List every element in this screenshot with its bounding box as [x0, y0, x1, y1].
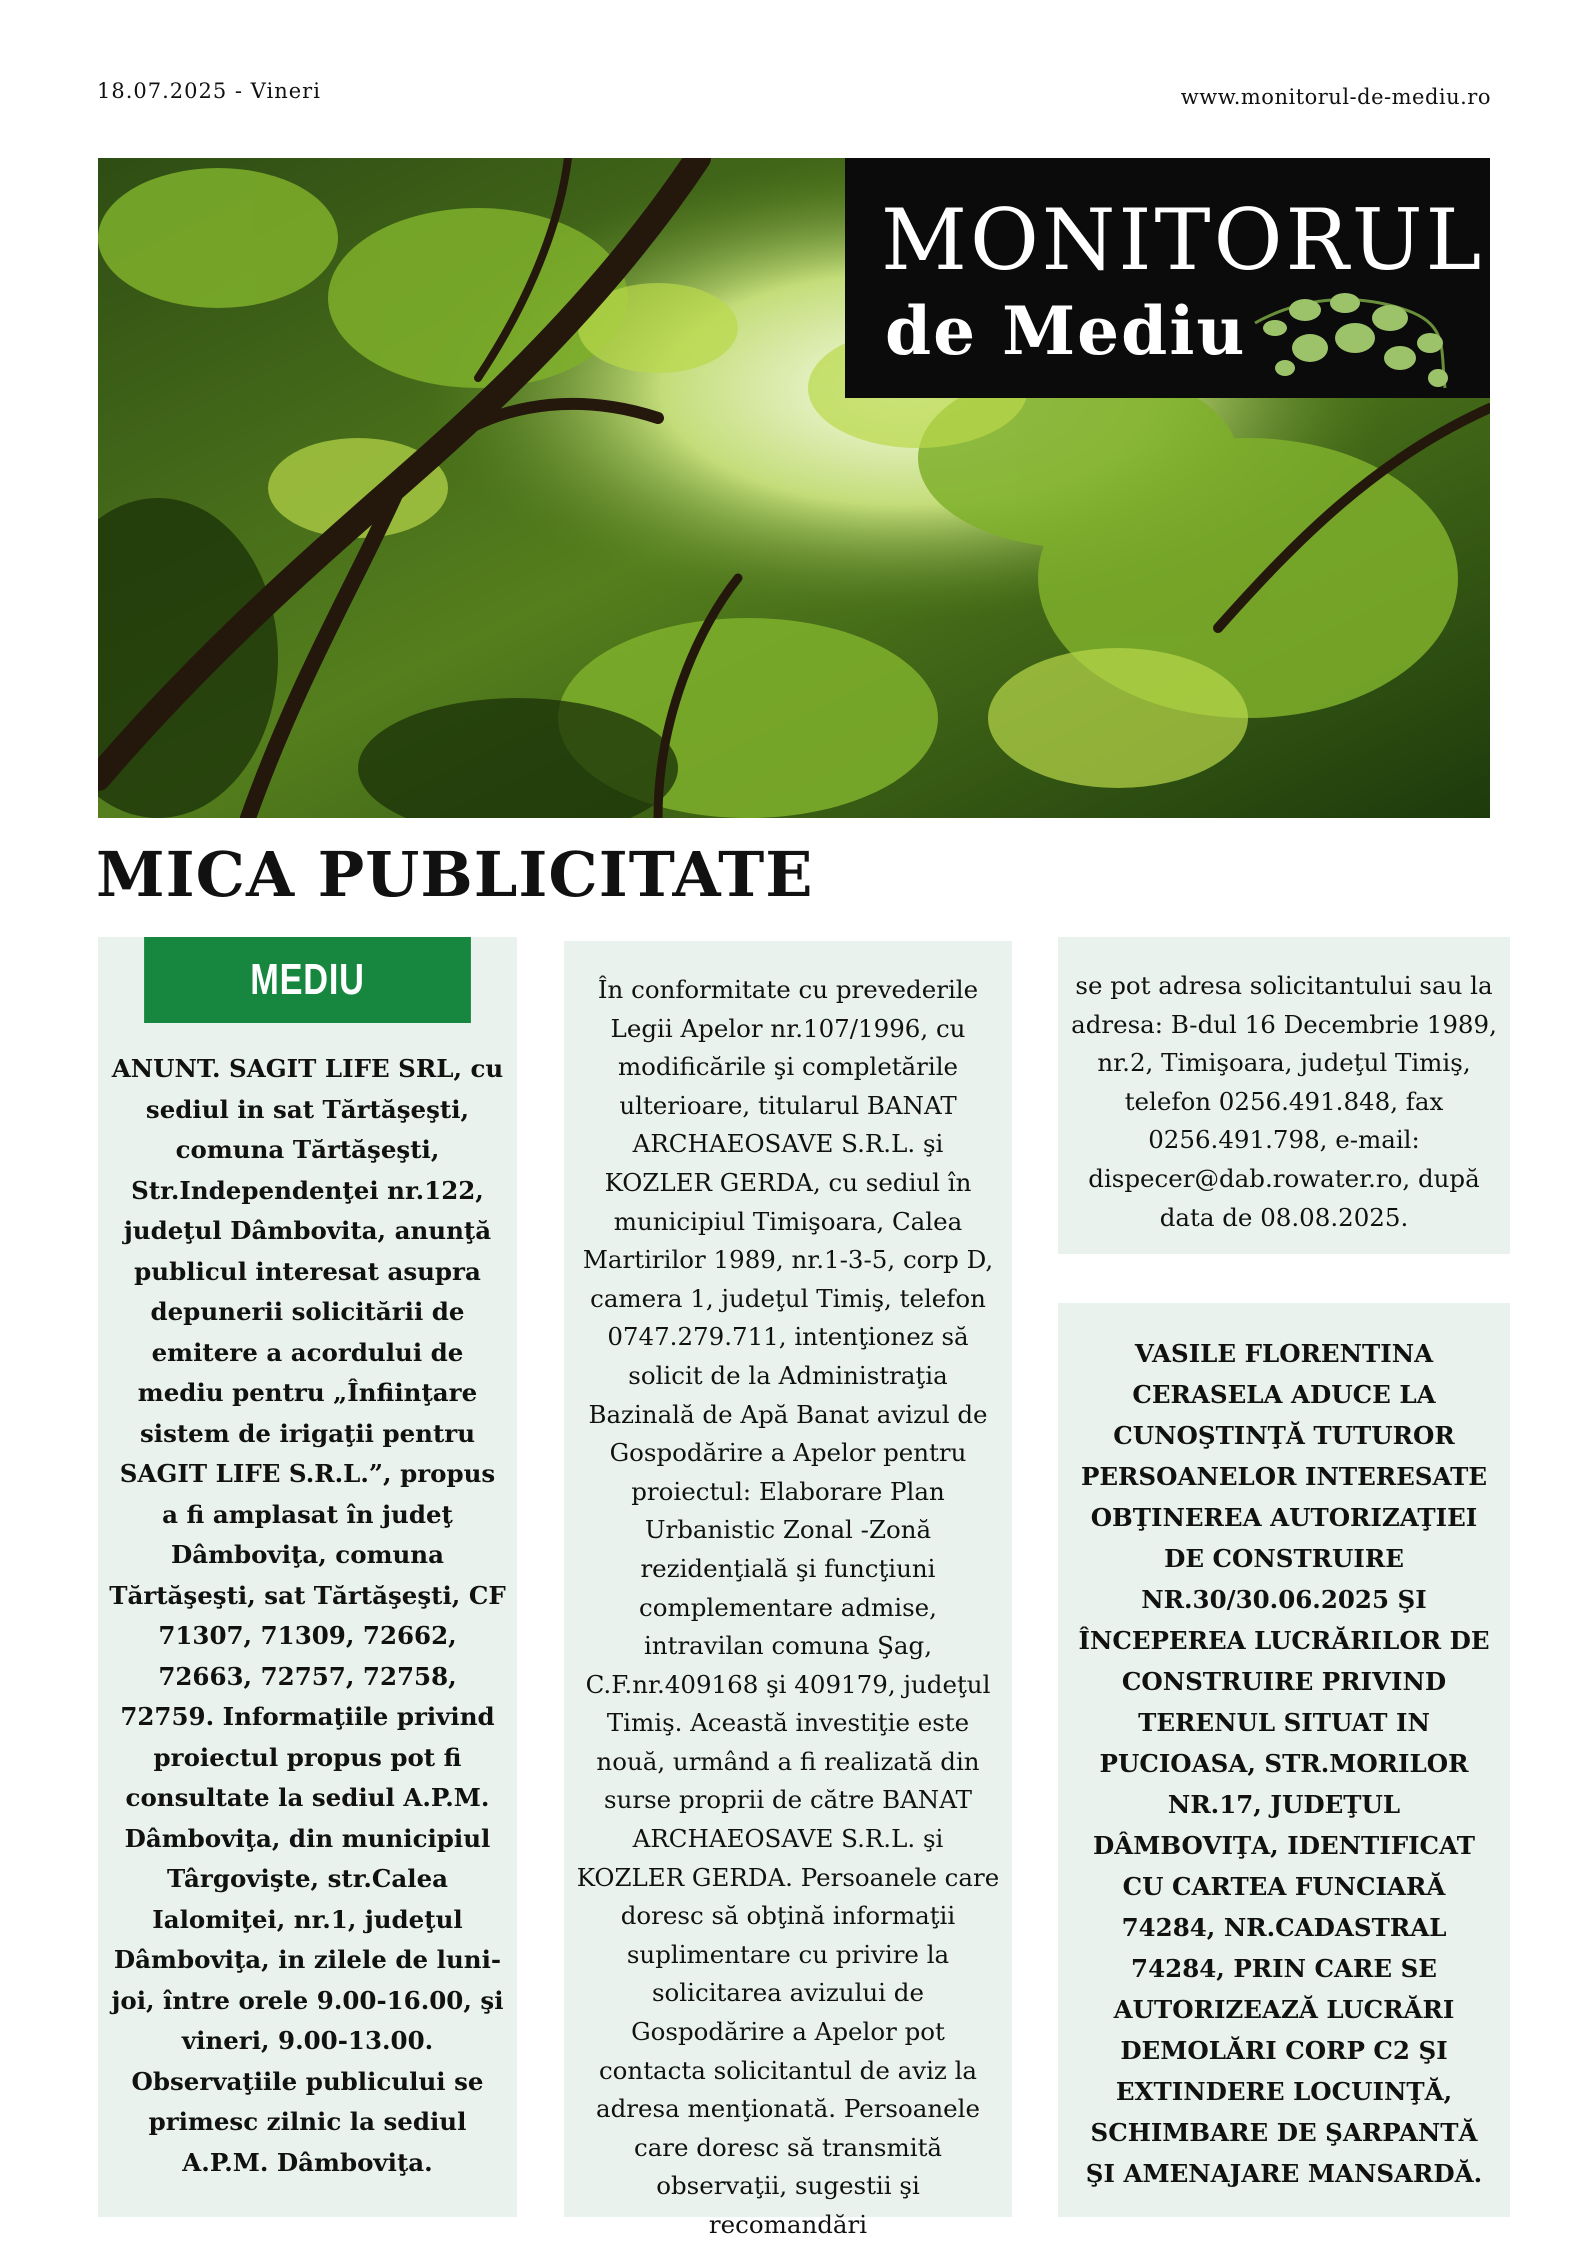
ad-column-water-permit-continued	[1058, 937, 1510, 1254]
masthead	[845, 158, 1490, 398]
masthead-subtitle: de Mediu	[885, 292, 1247, 370]
vine-leaves-icon	[1250, 278, 1450, 393]
ad-text: se pot adresa solicitantului sau la adresa: B-dul 16 Decembrie 1989, nr.2, Timişoara, judeţul Timiş, telefon 0256.491.848, fax 0256.491.798, e-mail: dispecer@dab.rowater.ro, după data de 08.08.2025.	[1071, 971, 1497, 1232]
ad-text: În conformitate cu prevederile Legii Apelor nr.107/1996, cu modificările şi completările ulterioare, titularul BANAT ARCHAEOSAVE S.R.L. şi KOZLER GERDA, cu sediul în municipiul Timişoara, Calea Martirilor 1989, nr.1-3-5, corp D, camera 1, judeţul Timiş, telefon 0747.279.711, intenţionez să solicit de la Administraţia Bazinală de Apă Banat avizul de Gospodărire a Apelor pentru proiectul: Elaborare Plan Urbanistic Zonal -Zonă rezidenţială şi funcţiuni complementare admise, intravilan comuna Şag, C.F.nr.409168 şi 409179, judeţul Timiş. Această investiţie este nouă, urmând a fi realizată din surse proprii de către BANAT ARCHAEOSAVE S.R.L. şi KOZLER GERDA. Persoanele care doresc să obţină informaţii suplimentare cu privire la solicitarea avizului de Gospodărire a Apelor pot contacta solicitantul de aviz la adresa menţionată. Persoanele care doresc să transmită observaţii, sugestii şi recomandări	[576, 975, 1000, 2239]
website-url[interactable]: www.monitorul-de-mediu.ro	[1180, 85, 1491, 109]
section-title: MICA PUBLICITATE	[96, 838, 814, 911]
masthead-title: MONITORUL	[881, 191, 1485, 289]
ad-column-construction-notice	[1058, 1303, 1510, 2217]
ad-column-environment	[98, 937, 517, 2217]
ad-text: ANUNT. SAGIT LIFE SRL, cu sediul in sat Tărtăşeşti, comuna Tărtăşeşti, Str.Independenţei nr.122, judeţul Dâmbovita, anunţă publicul interesat asupra depunerii solicitării de emitere a acordului de mediu pentru „Înfiinţare sistem de irigaţii pentru SAGIT LIFE S.R.L.”, propus a fi amplasat în judeţ Dâmboviţa, comuna Tărtăşeşti, sat Tărtăşeşti, CF 71307, 71309, 72662, 72663, 72757, 72758, 72759. Informaţiile privind proiectul propus pot fi consultate la sediul A.P.M. Dâmboviţa, din municipiul Târgovişte, str.Calea Ialomiţei, nr.1, judeţul Dâmboviţa, in zilele de luni-joi, între orele 9.00-16.00, şi vineri, 9.00-13.00. Observaţiile publicului se primesc zilnic la sediul A.P.M. Dâmboviţa.	[109, 1054, 506, 2177]
ad-text: VASILE FLORENTINA CERASELA ADUCE LA CUNOŞTINŢĂ TUTUROR PERSOANELOR INTERESATE OBŢINEREA AUTORIZAŢIEI DE CONSTRUIRE NR.30/30.06.2025 ŞI ÎNCEPEREA LUCRĂRILOR DE CONSTRUIRE PRIVIND TERENUL SITUAT IN PUCIOASA, STR.MORILOR NR.17, JUDEŢUL DÂMBOVIŢA, IDENTIFICAT CU CARTEA FUNCIARĂ 74284, NR.CADASTRAL 74284, PRIN CARE SE AUTORIZEAZĂ LUCRĂRI DEMOLĂRI CORP C2 ŞI EXTINDERE LOCUINŢĂ, SCHIMBARE DE ŞARPANTĂ ŞI AMENAJARE MANSARDĂ.	[1078, 1339, 1490, 2188]
category-tag: MEDIU	[144, 937, 471, 1023]
ad-column-water-permit	[564, 941, 1012, 2239]
issue-date: 18.07.2025 - Vineri	[97, 79, 321, 103]
